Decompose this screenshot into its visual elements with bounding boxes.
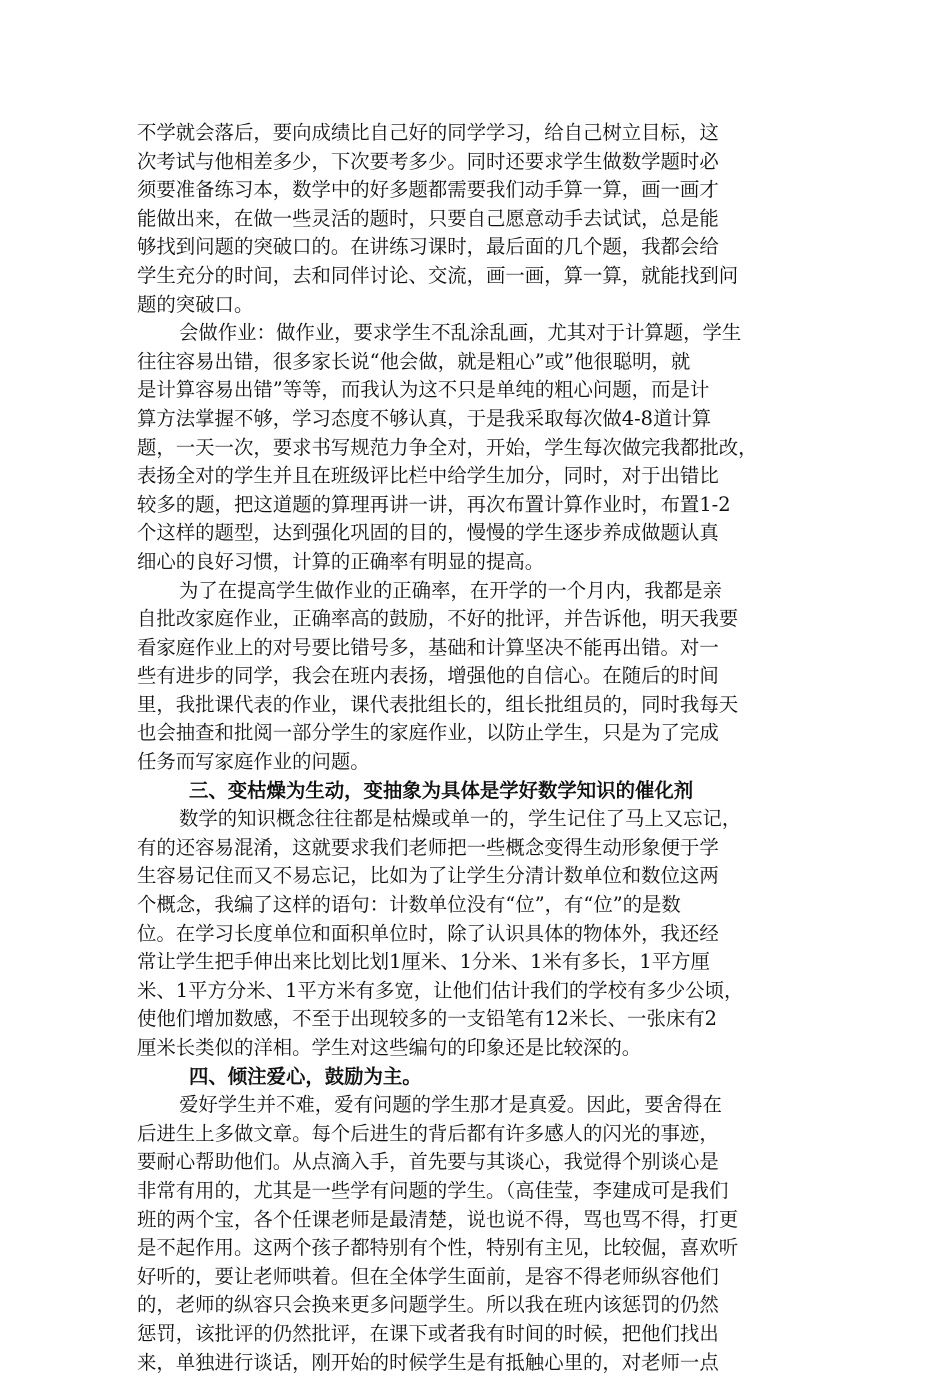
- text-line: 爱好学生并不难，爱有问题的学生那才是真爱。因此，要舍得在: [179, 1093, 722, 1117]
- text-line: 算方法掌握不够，学习态度不够认真，于是我采取每次做4-8道计算: [137, 406, 712, 430]
- text-line: 位。在学习长度单位和面积单位时，除了认识具体的物体外，我还经: [137, 921, 719, 945]
- text-line: 能做出来，在做一些灵活的题时，只要自己愿意动手去试试，总是能: [137, 206, 719, 230]
- text-line: 自批改家庭作业，正确率高的鼓励，不好的批评，并告诉他，明天我要: [137, 607, 739, 631]
- text-line: 看家庭作业上的对号要比错号多，基础和计算坚决不能再出错。对一: [137, 635, 719, 659]
- text-line: 题，一天一次，要求书写规范力争全对，开始，学生每次做完我都批改，: [137, 435, 758, 459]
- text-line: 任务而写家庭作业的问题。: [137, 750, 370, 774]
- text-line: 表扬全对的学生并且在班级评比栏中给学生加分，同时，对于出错比: [137, 464, 719, 488]
- text-line: 班的两个宝，各个任课老师是最清楚，说也说不得，骂也骂不得，打更: [137, 1207, 739, 1231]
- text-line: 题的突破口。: [137, 292, 254, 316]
- text-line: 是不起作用。这两个孩子都特别有个性，特别有主见，比较倔，喜欢听: [137, 1236, 739, 1260]
- text-line: 个这样的题型，达到强化巩固的目的，慢慢的学生逐步养成做题认真: [137, 521, 719, 545]
- text-line: 常让学生把手伸出来比划比划1厘米、1分米、1米有多长，1平方厘: [137, 950, 710, 974]
- text-line: 使他们增加数感，不至于出现较多的一支铅笔有12米长、一张床有2: [137, 1007, 717, 1031]
- text-line: 为了在提高学生做作业的正确率，在开学的一个月内，我都是亲: [179, 578, 722, 602]
- text-line: 里，我批课代表的作业，课代表批组长的，组长批组员的，同时我每天: [137, 692, 739, 716]
- text-line: 往往容易出错，很多家长说“他会做，就是粗心”或”他很聪明，就: [137, 349, 691, 373]
- text-line: 较多的题，把这道题的算理再讲一讲，再次布置计算作业时，布置1-2: [137, 492, 731, 516]
- text-line: 数学的知识概念往往都是枯燥或单一的，学生记住了马上又忘记，: [179, 807, 742, 831]
- text-line: 学生充分的时间，去和同伴讨论、交流，画一画，算一算，就能找到问: [137, 263, 739, 287]
- text-line: 个概念，我编了这样的语句：计数单位没有“位”，有“位”的是数: [137, 893, 681, 917]
- text-line: 会做作业：做作业，要求学生不乱涂乱画，尤其对于计算题，学生: [179, 321, 742, 345]
- text-line: 来，单独进行谈话，刚开始的时候学生是有抵触心里的，对老师一点: [137, 1350, 719, 1374]
- text-line: 后进生上多做文章。每个后进生的背后都有许多感人的闪光的事迹，: [137, 1121, 719, 1145]
- text-line: 够找到问题的突破口的。在讲练习课时，最后面的几个题，我都会给: [137, 235, 719, 259]
- text-line: 细心的良好习惯，计算的正确率有明显的提高。: [137, 549, 545, 573]
- text-line: 不学就会落后，要向成绩比自己好的同学学习，给自己树立目标，这: [137, 121, 719, 144]
- document-page: [137, 119, 817, 1377]
- text-line: 生容易记住而又不易忘记，比如为了让学生分清计数单位和数位这两: [137, 864, 719, 888]
- text-line: 好听的，要让老师哄着。但在全体学生面前，是容不得老师纵容他们: [137, 1264, 719, 1288]
- text-line: 的，老师的纵容只会换来更多问题学生。所以我在班内该惩罚的仍然: [137, 1293, 719, 1317]
- section-heading: 四、倾注爱心，鼓励为主。: [189, 1064, 422, 1088]
- text-line: 有的还容易混淆，这就要求我们老师把一些概念变得生动形象便于学: [137, 835, 719, 859]
- section-heading: 三、变枯燥为生动，变抽象为具体是学好数学知识的催化剂: [189, 778, 694, 802]
- text-line: 些有进步的同学，我会在班内表扬，增强他的自信心。在随后的时间: [137, 664, 719, 688]
- text-line: 是计算容易出错”等等，而我认为这不只是单纯的粗心问题，而是计: [137, 378, 710, 402]
- text-line: 须要准备练习本，数学中的好多题都需要我们动手算一算，画一画才: [137, 178, 719, 202]
- text-line: 非常有用的，尤其是一些学有问题的学生。（高佳莹，李建成可是我们: [137, 1178, 729, 1202]
- text-line: 惩罚，该批评的仍然批评，在课下或者我有时间的时候，把他们找出: [137, 1321, 719, 1345]
- text-line: 厘米长类似的洋相。学生对这些编句的印象还是比较深的。: [137, 1036, 642, 1059]
- text-line: 次考试与他相差多少，下次要考多少。同时还要求学生做数学题时必: [137, 149, 719, 173]
- text-line: 米、1平方分米、1平方米有多宽，让他们估计我们的学校有多少公顷，: [137, 978, 744, 1002]
- text-line: 要耐心帮助他们。从点滴入手，首先要与其谈心，我觉得个别谈心是: [137, 1150, 719, 1174]
- text-line: 也会抽查和批阅一部分学生的家庭作业，以防止学生，只是为了完成: [137, 721, 719, 745]
